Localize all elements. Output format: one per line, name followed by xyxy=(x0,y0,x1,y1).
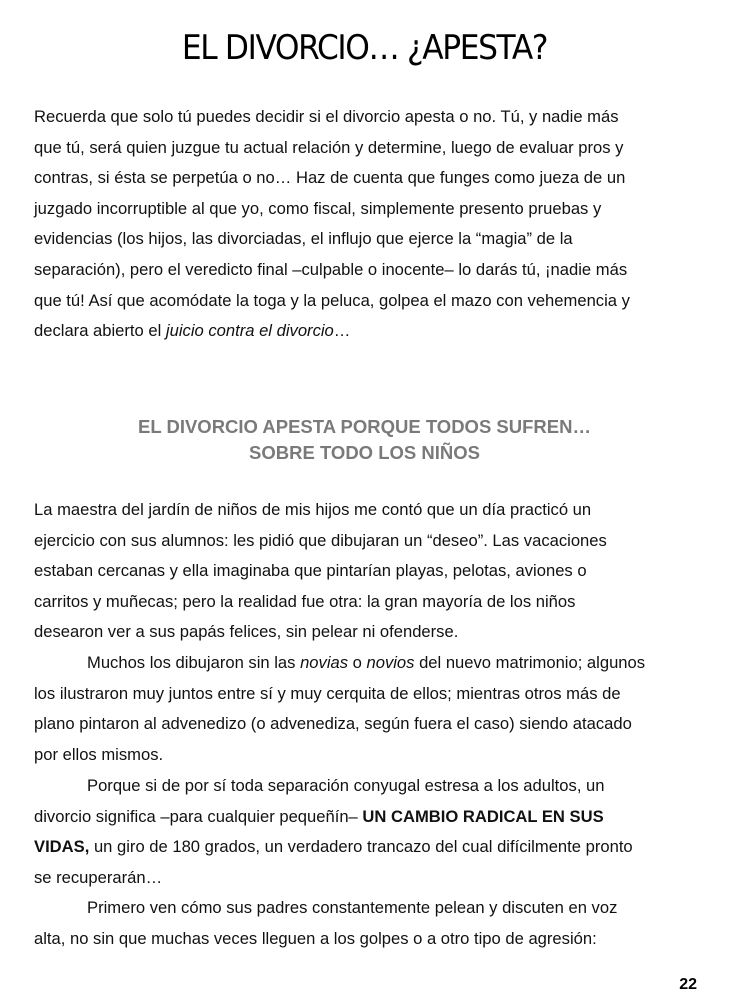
italic-text: novias xyxy=(300,653,349,672)
text-run: del nuevo matrimonio; algunos xyxy=(414,653,646,672)
text-line: Primero ven cómo sus padres constantemente pelean y discuten en voz xyxy=(87,898,618,917)
text-run: Muchos los dibujaron sin las xyxy=(87,653,301,672)
paragraph-3 xyxy=(34,771,694,893)
bold-text: UN CAMBIO RADICAL EN SUS xyxy=(362,806,604,826)
paragraph-2 xyxy=(34,648,694,770)
text-line: ejercicio con sus alumnos: les pidió que dibujaran un “deseo”. Las vacaciones xyxy=(34,530,607,550)
text-line: desearon ver a sus papás felices, sin pelear ni ofenderse. xyxy=(34,622,459,642)
text-line: por ellos mismos. xyxy=(34,744,164,764)
text-line: que tú, será quien juzgue tu actual relación y determine, luego de evaluar pros y xyxy=(34,137,624,157)
text-line: evidencias (los hijos, las divorciadas, el influjo que ejerce la “magia” de la xyxy=(34,229,573,249)
intro-paragraph xyxy=(34,102,694,347)
chapter-title: EL DIVORCIO… ¿APESTA? xyxy=(181,28,548,68)
section-heading xyxy=(0,414,729,466)
section-heading-line: SOBRE TODO LOS NIÑOS xyxy=(249,442,480,463)
text-line xyxy=(34,648,694,679)
text-line: carritos y muñecas; pero la realidad fue otra: la gran mayoría de los niños xyxy=(34,591,576,611)
text-line: contras, si ésta se perpetúa o no… Haz de cuenta que funges como jueza de un xyxy=(34,168,626,188)
page-number: 22 xyxy=(679,976,697,993)
italic-text: novios xyxy=(366,653,415,672)
text-line: que tú! Así que acomódate la toga y la peluca, golpea el mazo con vehemencia y xyxy=(34,290,630,310)
italic-text: juicio contra el divorcio xyxy=(165,321,334,341)
text-run: o xyxy=(348,653,367,672)
text-line: los ilustraron muy juntos entre sí y muy cerquita de ellos; mientras otros más de xyxy=(34,683,621,703)
text-run: declara abierto el xyxy=(34,321,166,341)
text-line: plano pintaron al advenedizo (o advenediza, según fuera el caso) siendo atacado xyxy=(34,714,632,734)
section-heading-line: EL DIVORCIO APESTA PORQUE TODOS SUFREN… xyxy=(138,416,591,437)
text-line: se recuperarán… xyxy=(34,867,163,887)
text-line: alta, no sin que muchas veces lleguen a los golpes o a otro tipo de agresión: xyxy=(34,928,597,948)
text-line xyxy=(34,802,694,833)
text-line: Recuerda que solo tú puedes decidir si el divorcio apesta o no. Tú, y nadie más xyxy=(34,107,619,126)
text-line: estaban cercanas y ella imaginaba que pintarían playas, pelotas, aviones o xyxy=(34,561,587,581)
text-line: separación), pero el veredicto final –culpable o inocente– lo darás tú, ¡nadie más xyxy=(34,259,628,279)
text-run: … xyxy=(333,321,351,341)
text-run: un giro de 180 grados, un verdadero trancazo del cual difícilmente pronto xyxy=(89,837,633,857)
text-run: divorcio significa –para cualquier pequeñín– xyxy=(34,806,363,826)
text-line xyxy=(34,832,694,863)
text-line xyxy=(34,316,694,347)
bold-text: VIDAS, xyxy=(34,837,90,857)
text-line: juzgado incorruptible al que yo, como fiscal, simplemente presento pruebas y xyxy=(34,198,602,218)
text-line: Porque si de por sí toda separación conyugal estresa a los adultos, un xyxy=(87,776,605,795)
paragraph-4 xyxy=(34,893,694,954)
paragraph-1 xyxy=(34,495,694,648)
text-line: La maestra del jardín de niños de mis hijos me contó que un día practicó un xyxy=(34,500,592,519)
